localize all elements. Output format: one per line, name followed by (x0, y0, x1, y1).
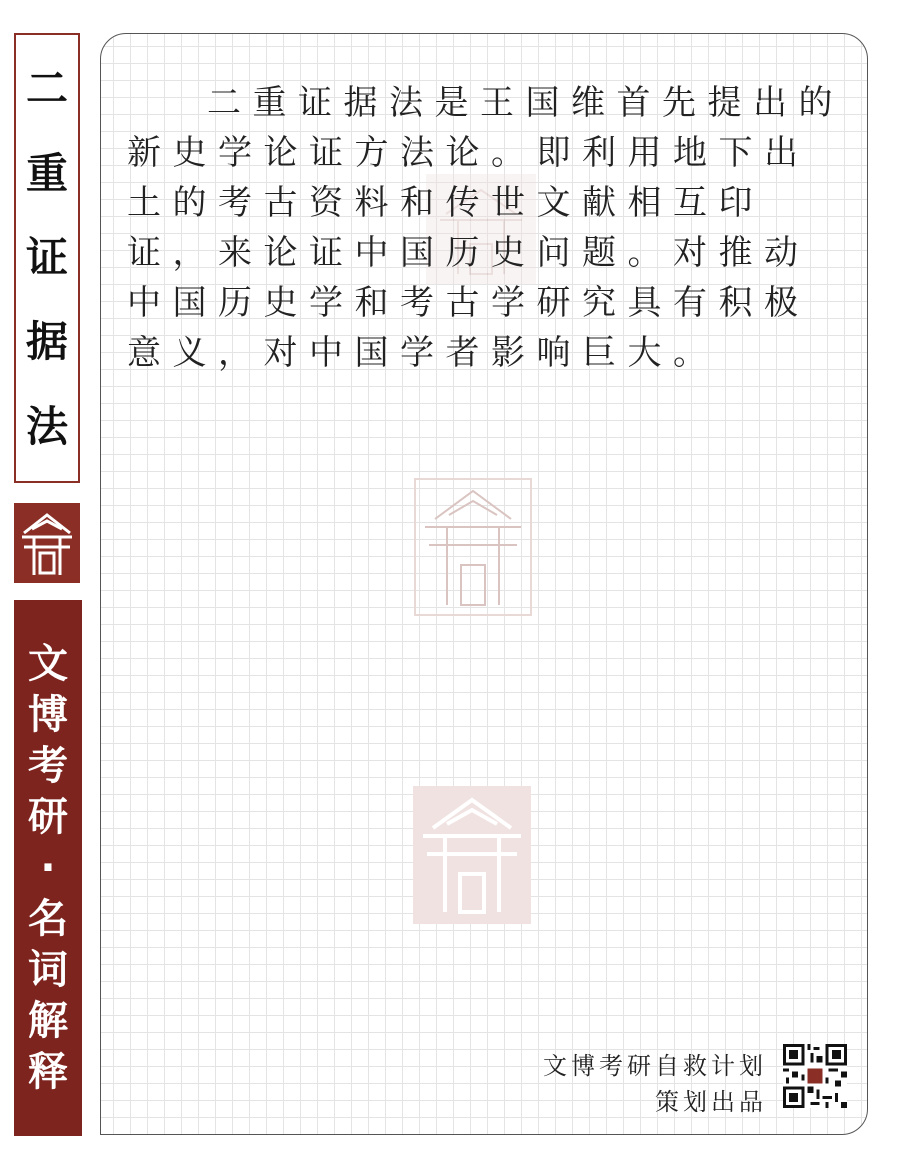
title-char: 据 (25, 317, 68, 367)
title-char: 法 (25, 401, 68, 451)
banner-char: 解 (28, 998, 68, 1044)
series-banner (14, 600, 82, 1136)
title-char: 重 (25, 148, 68, 198)
watermark-seal-outline-icon (413, 477, 533, 617)
definition-paragraph: 二重证据法是王国维首先提出的新史学论证方法论。即利用地下出土的考古资料和传世文献相互印证，来论证中国历史问题。对推动中国历史学和考古学研究具有积极意义，对中国学者影响巨大。 (127, 83, 844, 373)
banner-char: 考 (28, 743, 68, 789)
title-char: 证 (25, 232, 68, 282)
producer-credit: 策划出品 (655, 1088, 767, 1116)
producer-name: 文博考研自救计划 (543, 1052, 767, 1080)
watermark-seal-filled-icon (413, 786, 531, 924)
banner-char: 释 (28, 1049, 68, 1095)
banner-char: 研 (28, 794, 68, 840)
banner-char: · (40, 845, 56, 891)
banner-char: 词 (28, 947, 68, 993)
title-char: 二 (25, 64, 68, 114)
banner-char: 博 (28, 692, 68, 738)
definition-card (100, 33, 868, 1135)
banner-char: 文 (28, 641, 68, 687)
qr-code-icon[interactable] (783, 1044, 847, 1108)
seal-logo-icon (14, 503, 80, 583)
banner-char: 名 (28, 896, 68, 942)
term-title-box (14, 33, 80, 483)
